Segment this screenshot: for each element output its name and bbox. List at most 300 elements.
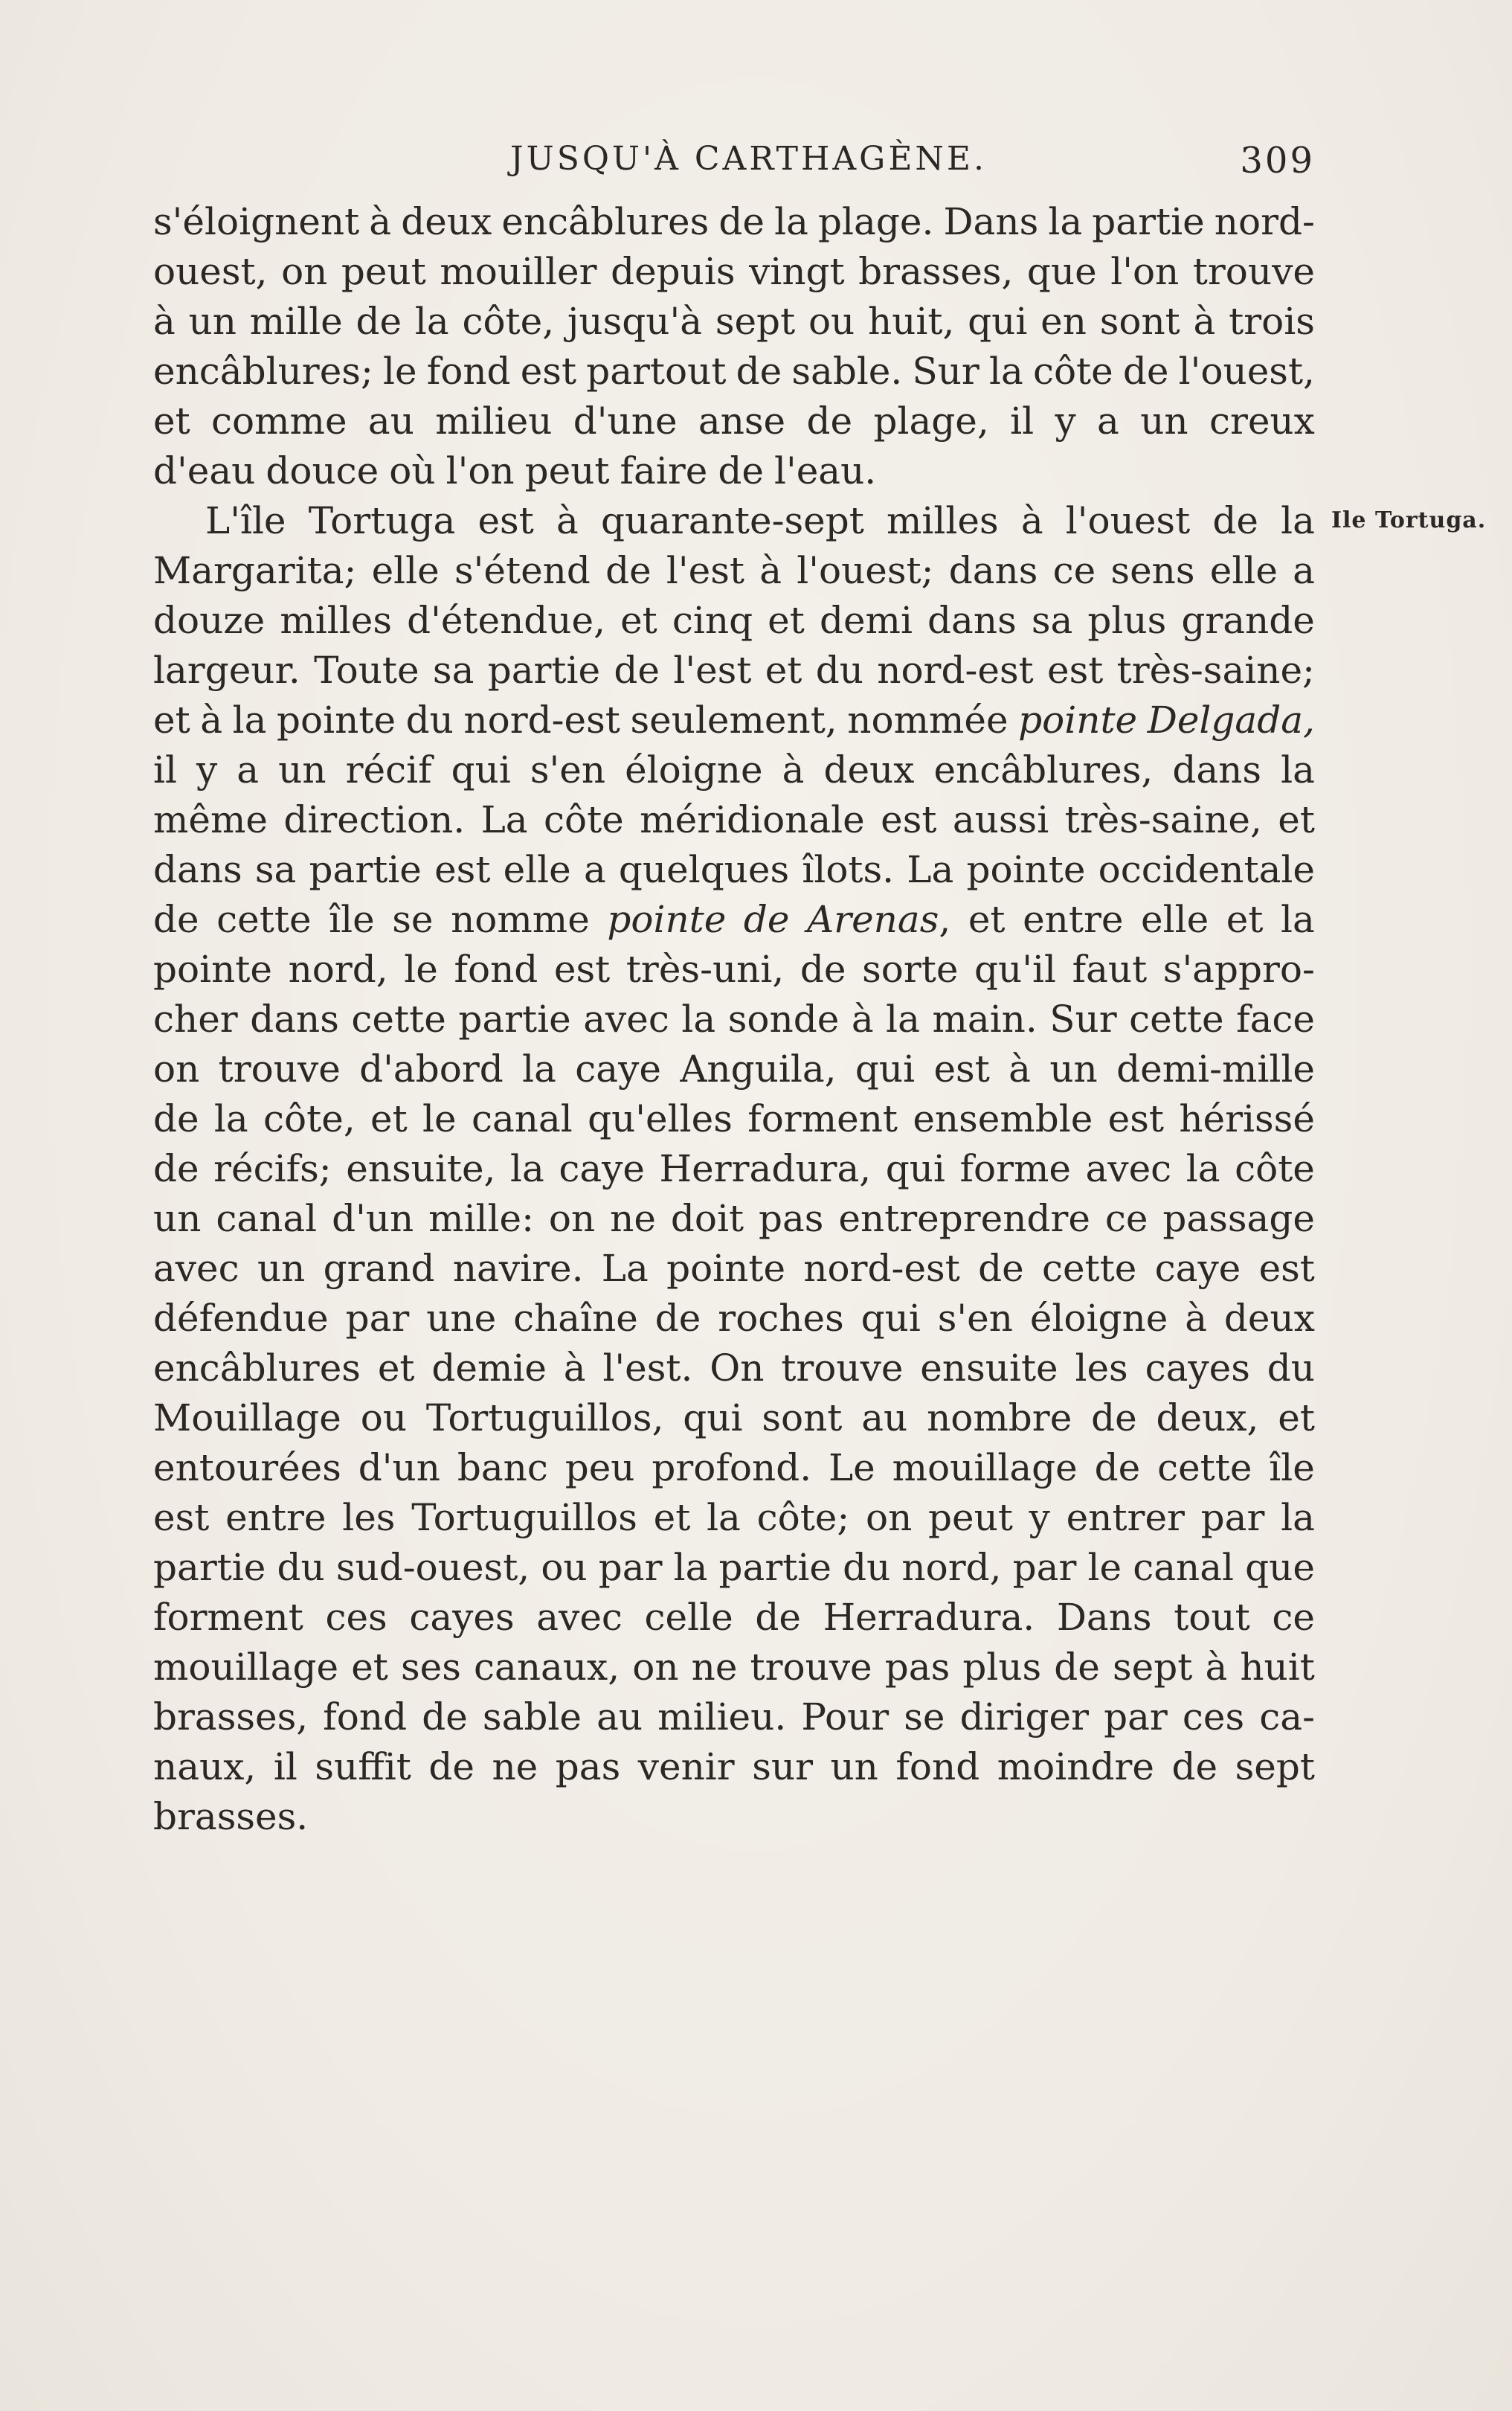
text-line bbox=[153, 1144, 1315, 1194]
word: partie bbox=[309, 848, 422, 891]
word: s'en bbox=[937, 1297, 1013, 1340]
word: à bbox=[759, 549, 782, 592]
word: côte bbox=[543, 798, 624, 841]
word: Herradura, bbox=[659, 1147, 872, 1190]
word: sud-ouest, bbox=[335, 1546, 530, 1589]
word: de bbox=[654, 1297, 701, 1340]
word: de bbox=[605, 549, 652, 592]
word: éloigne bbox=[625, 748, 763, 792]
word: de bbox=[153, 1147, 199, 1190]
word: main. bbox=[932, 998, 1038, 1041]
word: La bbox=[907, 848, 954, 891]
text-line bbox=[153, 1443, 1315, 1493]
word: a bbox=[1097, 399, 1119, 443]
word: de bbox=[1091, 1396, 1137, 1439]
text-line bbox=[153, 895, 1315, 945]
word: et bbox=[370, 1097, 408, 1140]
word: pointe bbox=[277, 699, 396, 742]
word: côte; bbox=[756, 1496, 850, 1539]
word: où bbox=[389, 449, 436, 492]
word: deux bbox=[401, 200, 492, 243]
word: au bbox=[367, 399, 414, 443]
word: que bbox=[1245, 1546, 1315, 1589]
word: cette bbox=[351, 998, 446, 1041]
word: douze bbox=[153, 599, 266, 642]
word: sorte bbox=[862, 948, 959, 991]
word: à bbox=[1185, 1297, 1208, 1340]
word: nord-est bbox=[877, 649, 1034, 692]
word: milles bbox=[280, 599, 392, 642]
text-line bbox=[153, 1593, 1315, 1643]
word: sept bbox=[1112, 1646, 1193, 1689]
word: deux, bbox=[1156, 1396, 1259, 1439]
word: L'île bbox=[205, 499, 286, 542]
word: du bbox=[815, 649, 863, 692]
word: s'éloignent bbox=[153, 200, 360, 243]
word: les bbox=[1075, 1346, 1128, 1390]
text-line bbox=[153, 1393, 1315, 1443]
text-line bbox=[153, 247, 1315, 297]
word: est bbox=[1107, 1097, 1165, 1140]
word: et bbox=[968, 898, 1006, 941]
word: la bbox=[988, 350, 1023, 393]
text-line bbox=[153, 1692, 1315, 1742]
word: de bbox=[153, 898, 199, 941]
word: le bbox=[404, 948, 438, 991]
word: est bbox=[153, 1496, 210, 1539]
word: la bbox=[509, 1147, 544, 1190]
word: ce bbox=[1052, 549, 1096, 592]
word: un bbox=[153, 1197, 202, 1240]
word: elle bbox=[503, 848, 571, 891]
word: la bbox=[681, 998, 716, 1041]
word: l'est bbox=[666, 549, 744, 592]
word: doit bbox=[670, 1197, 744, 1240]
word: la bbox=[1281, 1496, 1315, 1539]
word: nord- bbox=[1214, 200, 1315, 243]
word: ces bbox=[325, 1596, 387, 1639]
word: sept bbox=[1235, 1745, 1315, 1788]
word: Sur bbox=[912, 350, 979, 393]
text-line bbox=[153, 1194, 1315, 1244]
word: à bbox=[1205, 1646, 1228, 1689]
word: et bbox=[765, 649, 802, 692]
word: ce bbox=[1104, 1197, 1148, 1240]
word: avec bbox=[583, 998, 669, 1041]
word: un bbox=[188, 300, 237, 343]
word: partie bbox=[718, 1546, 831, 1589]
text-line bbox=[153, 1792, 1315, 1842]
word: de bbox=[153, 1097, 199, 1140]
word: Anguila, bbox=[680, 1047, 837, 1091]
word: pas bbox=[758, 1197, 824, 1240]
word: moindre bbox=[997, 1745, 1154, 1788]
word: ouest, bbox=[153, 250, 268, 293]
text-line bbox=[153, 1044, 1315, 1094]
word: hérissé bbox=[1179, 1097, 1315, 1140]
text-line bbox=[153, 446, 1315, 496]
word: dans bbox=[1172, 748, 1262, 792]
word: et bbox=[153, 399, 190, 443]
word: fond bbox=[426, 350, 511, 393]
word: nommée bbox=[847, 699, 1008, 742]
word: encâblures bbox=[501, 200, 710, 243]
word: et bbox=[153, 699, 190, 742]
word: venir bbox=[637, 1745, 735, 1788]
word: la bbox=[707, 1496, 741, 1539]
text-line bbox=[153, 945, 1315, 995]
word: par bbox=[598, 1546, 663, 1589]
word: un bbox=[257, 1247, 306, 1290]
word: dans bbox=[153, 848, 242, 891]
word: ou bbox=[360, 1396, 408, 1439]
word: qui bbox=[885, 1147, 945, 1190]
word: il bbox=[273, 1745, 297, 1788]
word: aussi bbox=[952, 798, 1049, 841]
text-line bbox=[153, 297, 1315, 347]
word: l'ouest bbox=[1065, 499, 1191, 542]
word: à bbox=[782, 748, 805, 792]
word: îlots. bbox=[802, 848, 895, 891]
word: île bbox=[329, 898, 375, 941]
body-text bbox=[153, 197, 1315, 1842]
word: la bbox=[1281, 499, 1315, 542]
word: d'abord bbox=[359, 1047, 504, 1091]
word: à bbox=[200, 699, 223, 742]
word: on bbox=[865, 1496, 913, 1539]
word: la bbox=[232, 699, 267, 742]
word: la bbox=[1048, 200, 1083, 243]
word: côte bbox=[1032, 350, 1113, 393]
word: forme bbox=[959, 1147, 1071, 1190]
word: on bbox=[281, 250, 328, 293]
word: est bbox=[553, 948, 611, 991]
word: Le bbox=[828, 1446, 875, 1489]
word: entreprendre bbox=[838, 1197, 1090, 1240]
word: direction. bbox=[283, 798, 466, 841]
word: caye bbox=[575, 1047, 661, 1091]
word: milles bbox=[887, 499, 999, 542]
word: du bbox=[1267, 1346, 1315, 1390]
word: canal bbox=[1133, 1546, 1235, 1589]
word: il bbox=[1010, 399, 1035, 443]
text-line bbox=[153, 596, 1315, 646]
word: le bbox=[1087, 1546, 1122, 1589]
word: il bbox=[153, 748, 177, 792]
word: cette bbox=[1041, 1247, 1137, 1290]
word: pointe bbox=[666, 1247, 786, 1290]
word: ensuite, bbox=[346, 1147, 496, 1190]
word: s'en bbox=[530, 748, 606, 792]
word: seulement, bbox=[630, 699, 837, 742]
word: La bbox=[601, 1247, 649, 1290]
word: du bbox=[277, 1546, 325, 1589]
word: qui bbox=[683, 1396, 743, 1439]
word: canal bbox=[216, 1197, 318, 1240]
word: y bbox=[1055, 399, 1076, 443]
word: sa bbox=[1031, 599, 1073, 642]
page-number: 309 bbox=[1240, 140, 1315, 182]
word: cette bbox=[216, 898, 312, 941]
word: nord-est bbox=[463, 699, 620, 742]
word: anse bbox=[698, 399, 786, 443]
word: Sur bbox=[1049, 998, 1117, 1041]
word: mouillage bbox=[153, 1646, 339, 1689]
word: elle bbox=[1141, 898, 1209, 941]
word: même bbox=[153, 798, 268, 841]
word: qu'elles bbox=[588, 1097, 733, 1140]
word: On bbox=[710, 1346, 765, 1390]
word: brasses, bbox=[858, 250, 1014, 293]
text-line bbox=[153, 1543, 1315, 1593]
word: par bbox=[1012, 1546, 1077, 1589]
word: encâblures, bbox=[933, 748, 1154, 792]
word: nord-est bbox=[803, 1247, 960, 1290]
word: roches bbox=[718, 1297, 844, 1340]
word: de bbox=[978, 1247, 1024, 1290]
word: de bbox=[428, 1745, 474, 1788]
word: est bbox=[477, 499, 534, 542]
word: diriger bbox=[959, 1695, 1089, 1739]
word: très-saine, bbox=[1064, 798, 1262, 841]
word: Mouillage bbox=[153, 1396, 341, 1439]
word: dans bbox=[948, 549, 1038, 592]
word: grand bbox=[323, 1247, 435, 1290]
word: à bbox=[1193, 300, 1216, 343]
word: d'une bbox=[573, 399, 678, 443]
word: La bbox=[480, 798, 528, 841]
word: de bbox=[806, 399, 853, 443]
word: brasses. bbox=[153, 1795, 309, 1838]
word: qu'il bbox=[974, 948, 1056, 991]
word: trouve bbox=[750, 1646, 872, 1689]
word: et bbox=[620, 599, 657, 642]
word: sonde bbox=[727, 998, 840, 1041]
word: banc bbox=[457, 1446, 548, 1489]
word: milieu. bbox=[657, 1695, 787, 1739]
word: la bbox=[774, 200, 808, 243]
word: l'est bbox=[673, 649, 752, 692]
word: faut bbox=[1072, 948, 1148, 991]
word: ensuite bbox=[920, 1346, 1058, 1390]
word: nord, bbox=[901, 1546, 1002, 1589]
word: tout bbox=[1174, 1596, 1250, 1639]
word: creux bbox=[1209, 399, 1315, 443]
text-line bbox=[153, 347, 1315, 397]
word: cayes bbox=[1145, 1346, 1250, 1390]
word: la bbox=[522, 1047, 556, 1091]
word: demi-mille bbox=[1116, 1047, 1315, 1091]
text-line bbox=[153, 1244, 1315, 1294]
word: suffit bbox=[315, 1745, 411, 1788]
word: plus bbox=[1087, 599, 1167, 642]
word: Delgada, bbox=[1147, 699, 1315, 742]
word: et bbox=[351, 1646, 388, 1689]
word: au bbox=[596, 1695, 643, 1739]
word: côte bbox=[1235, 1147, 1315, 1190]
word: ou bbox=[541, 1546, 588, 1589]
word: nombre bbox=[927, 1396, 1072, 1439]
word: profond. bbox=[652, 1446, 812, 1489]
word: Tortuguillos, bbox=[425, 1396, 664, 1439]
word: dans bbox=[250, 998, 339, 1041]
word: sept bbox=[715, 300, 796, 343]
word: ces bbox=[1182, 1695, 1245, 1739]
word: Dans bbox=[1056, 1596, 1152, 1639]
word: et bbox=[653, 1496, 691, 1539]
word: largeur. bbox=[153, 649, 300, 692]
word: l'on bbox=[445, 449, 515, 492]
word: entrer bbox=[1066, 1496, 1185, 1539]
word: trouve bbox=[781, 1346, 904, 1390]
word: pointe bbox=[607, 898, 727, 941]
word: a bbox=[1293, 549, 1315, 592]
word: occidentale bbox=[1098, 848, 1315, 891]
word: navire. bbox=[452, 1247, 584, 1290]
word: trouve bbox=[218, 1047, 341, 1091]
word: récifs; bbox=[213, 1147, 332, 1190]
word: de bbox=[718, 200, 765, 243]
word: du bbox=[843, 1546, 891, 1589]
word: canaux, bbox=[474, 1646, 620, 1689]
word: est bbox=[933, 1047, 990, 1091]
word: Arenas, bbox=[807, 898, 951, 941]
word: de bbox=[718, 449, 764, 492]
word: quarante-sept bbox=[600, 499, 864, 542]
word: et bbox=[1278, 798, 1315, 841]
word: à bbox=[153, 300, 176, 343]
word: la bbox=[1186, 1147, 1220, 1190]
word: est bbox=[1258, 1247, 1315, 1290]
word: et bbox=[1226, 898, 1264, 941]
word: cette bbox=[1157, 1446, 1252, 1489]
word: partie bbox=[487, 649, 601, 692]
word: plus bbox=[962, 1646, 1042, 1689]
text-line bbox=[153, 1643, 1315, 1692]
word: y bbox=[196, 748, 218, 792]
word: y bbox=[1029, 1496, 1050, 1539]
word: par bbox=[1104, 1695, 1168, 1739]
word: entourées bbox=[153, 1446, 341, 1489]
word: récif bbox=[345, 748, 432, 792]
word: demi bbox=[819, 599, 913, 642]
word: l'ouest; bbox=[797, 549, 934, 592]
word: un bbox=[830, 1745, 878, 1788]
text-line bbox=[153, 496, 1315, 546]
text-line bbox=[153, 1493, 1315, 1543]
word: on bbox=[548, 1197, 596, 1240]
word: sa bbox=[432, 649, 474, 692]
word: à bbox=[1020, 499, 1043, 542]
word: pas bbox=[884, 1646, 950, 1689]
word: face bbox=[1236, 998, 1315, 1041]
word: cher bbox=[153, 998, 238, 1041]
word: sable. bbox=[791, 350, 903, 393]
word: a bbox=[583, 848, 606, 891]
word: pointe bbox=[1018, 699, 1138, 742]
word: ensemble bbox=[913, 1097, 1093, 1140]
word: de bbox=[743, 898, 790, 941]
word: ne bbox=[691, 1646, 738, 1689]
word: plage, bbox=[873, 399, 989, 443]
word: pointe bbox=[153, 948, 272, 991]
word: peut bbox=[524, 449, 610, 492]
word: deux bbox=[823, 748, 915, 792]
word: Dans bbox=[943, 200, 1039, 243]
word: à bbox=[563, 1346, 586, 1390]
word: la bbox=[414, 300, 449, 343]
word: peut bbox=[928, 1496, 1013, 1539]
word: côte, bbox=[263, 1097, 356, 1140]
page-header bbox=[153, 140, 1315, 184]
word: chaîne bbox=[513, 1297, 638, 1340]
word: elle bbox=[371, 549, 440, 592]
word: que bbox=[1026, 250, 1097, 293]
word: Margarita; bbox=[153, 549, 357, 592]
word: naux, bbox=[153, 1745, 257, 1788]
word: s'appro- bbox=[1162, 948, 1315, 991]
word: de bbox=[1094, 1446, 1141, 1489]
word: entre bbox=[1023, 898, 1124, 941]
word: côte, bbox=[462, 300, 555, 343]
word: d'un bbox=[358, 1446, 440, 1489]
word: l'ouest, bbox=[1178, 350, 1315, 393]
margin-note: Ile Tortuga. bbox=[1331, 507, 1487, 533]
word: la bbox=[213, 1097, 248, 1140]
word: trois bbox=[1229, 300, 1315, 343]
word: Tortuguillos bbox=[411, 1496, 637, 1539]
word: se bbox=[392, 898, 434, 941]
word: ca- bbox=[1259, 1695, 1315, 1739]
word: la bbox=[673, 1546, 708, 1589]
word: qui bbox=[968, 300, 1028, 343]
word: qui bbox=[451, 748, 511, 792]
word: canal bbox=[471, 1097, 573, 1140]
word: qui bbox=[855, 1047, 916, 1091]
word: avec bbox=[1085, 1147, 1172, 1190]
word: de bbox=[755, 1596, 801, 1639]
text-line bbox=[153, 995, 1315, 1044]
word: mille: bbox=[428, 1197, 534, 1240]
word: est bbox=[520, 350, 577, 393]
word: a bbox=[237, 748, 260, 792]
text-line bbox=[153, 845, 1315, 895]
text-line bbox=[153, 397, 1315, 446]
word: de bbox=[422, 1695, 468, 1739]
word: de bbox=[356, 300, 402, 343]
text-line bbox=[153, 1294, 1315, 1343]
word: et bbox=[768, 599, 805, 642]
word: partout bbox=[586, 350, 727, 393]
word: de bbox=[736, 350, 782, 393]
text-line bbox=[153, 1742, 1315, 1792]
word: partie bbox=[458, 998, 571, 1041]
word: qui bbox=[860, 1297, 921, 1340]
word: est bbox=[881, 798, 937, 841]
text-line bbox=[153, 546, 1315, 596]
word: demie bbox=[431, 1346, 547, 1390]
word: on bbox=[632, 1646, 679, 1689]
word: cinq bbox=[672, 599, 753, 642]
word: les bbox=[342, 1496, 396, 1539]
text-line bbox=[153, 197, 1315, 247]
word: ou bbox=[808, 300, 855, 343]
text-line bbox=[153, 1343, 1315, 1393]
word: de bbox=[614, 649, 660, 692]
word: ses bbox=[400, 1646, 461, 1689]
word: deux bbox=[1223, 1297, 1315, 1340]
word: méridionale bbox=[640, 798, 865, 841]
